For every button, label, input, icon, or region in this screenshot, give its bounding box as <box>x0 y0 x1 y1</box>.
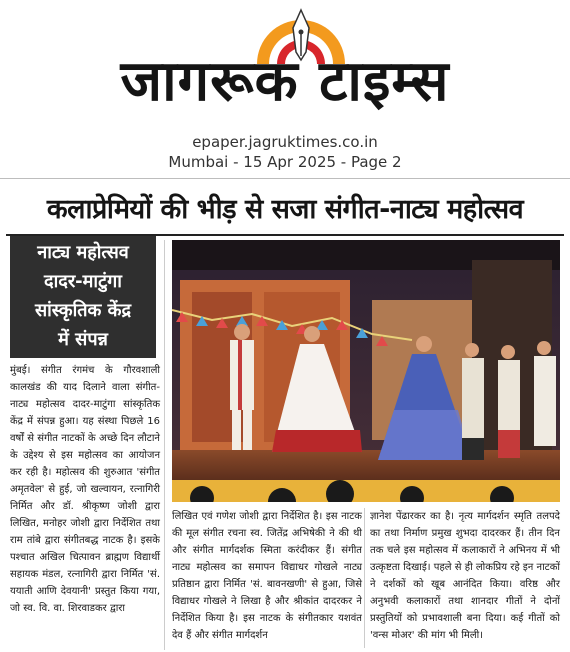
article-text: ज्ञानेश पेंढारकर का है। नृत्य मार्गदर्शन स्मृति तलपदे का तथा निर्माण प्रमुख शुभदा दादरकर हैं। तीन दिन तक चले इस महोत्सव में कलाकारों ने अभिनय में भी उत्कृष्टता दिखाई। पहले से ही लोकप्रिय रहे इन नाटकों ने दर्शकों को खूब आनंदित किया। वरिष्ठ और अनुभवी कलाकारों तथा शानदार गीतों ने दोनों प्रस्तुतियों को प्रभावशाली बना दिया। कई गीतों को 'वन्स मोअर' की मांग भी मिली। <box>370 511 560 641</box>
masthead <box>0 0 570 178</box>
edition-info: Mumbai - 15 Apr 2025 - Page 2 <box>168 153 402 171</box>
divider <box>0 178 570 179</box>
subhead-line: दादर-माटुंगा <box>44 271 122 292</box>
subhead-box <box>10 236 156 358</box>
column-rule <box>364 508 365 648</box>
article-column-3 <box>370 508 560 644</box>
column-rule <box>164 240 165 650</box>
article-text: मुंबई। संगीत रंगमंच के गौरवशाली कालखंड की याद दिलाने वाला संगीत-नाट्य महोत्सव दादर-माटुंगा सांस्कृतिक केंद्र में संपन्न हुआ। यह संस्था पिछले 16 वर्षों से संगीत नाटकों के अच्छे दिन लौटाने के उद्देश्य से इस महोत्सव का आयोजन कर रही है। महोत्सव की शुरुआत 'संगीत अमृतवेल' से हुई, जो खल्वायन, रत्नागिरी निर्मित और डॉ. श्रीकृष्ण जोशी द्वारा लिखित, मनोहर जोशी द्वारा निर्देशित तथा राम तांबे द्वारा संगीतबद्ध नाटक है। इसके पश्चात अखिल चित्पावन ब्राह्मण विद्यार्थी सहायक मंडल, रत्नागिरी द्वारा निर्मित 'सं. ययाती आणि देवयानी' प्रस्तुत किया गया, जो स्व. वि. वा. शिरवाडकर द्वारा <box>10 365 160 614</box>
article-text: लिखित एवं गणेश जोशी द्वारा निर्देशित है। इस नाटक की मूल संगीत रचना स्व. जितेंद्र अभिषेकी ने की थी और संगीत मार्गदर्शक स्मिता करंदीकर हैं। संगीत नाट्य महोत्सव का समापन विद्याधर गोखले नाट्य प्रतिष्ठान द्वारा निर्मित 'सं. बावनखणी' से हुआ, जिसे विद्याधर गोखले ने लिखा है और श्रीकांत दादरकर ने निर्देशित किया है। इस नाटक के संगीतकार यशवंत देव हैं और संगीत मार्गदर्शन <box>172 511 362 641</box>
subhead-line: में संपन्न <box>58 329 108 350</box>
article-column-2 <box>172 508 362 644</box>
logo-text: जागरूक टाइम्स <box>120 49 450 114</box>
subhead-line: सांस्कृतिक केंद्र <box>34 300 132 321</box>
subhead-line: नाट्य महोत्सव <box>37 242 129 263</box>
logo <box>92 6 478 116</box>
epaper-site[interactable]: epaper.jagruktimes.co.in <box>192 133 378 151</box>
stage-performance-photo <box>172 240 560 502</box>
headline: कलाप्रेमियों की भीड़ से सजा संगीत-नाट्य महोत्सव <box>46 194 524 225</box>
article-column-1 <box>10 362 160 617</box>
